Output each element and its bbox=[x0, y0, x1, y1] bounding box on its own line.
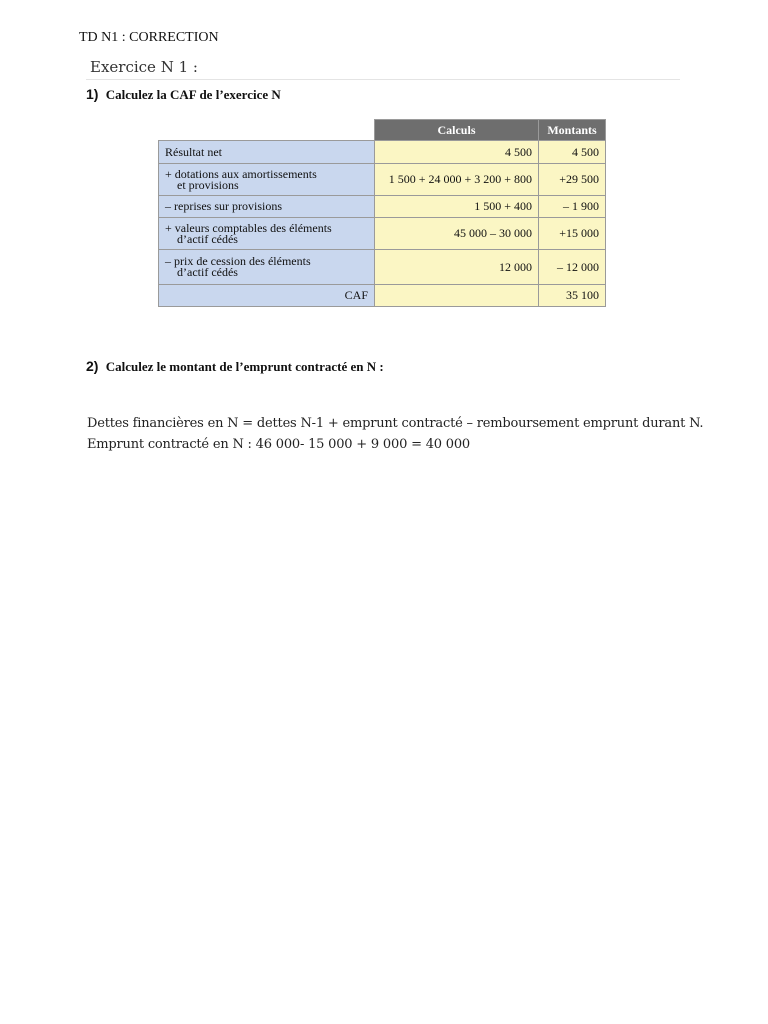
question-1-number: 1) bbox=[86, 86, 99, 102]
row-calcul: 12 000 bbox=[375, 250, 539, 285]
row-label bbox=[159, 141, 375, 164]
row-calcul: 45 000 – 30 000 bbox=[375, 218, 539, 250]
table-row bbox=[159, 196, 606, 218]
answer-2-line-1: Dettes financières en N = dettes N-1 + emprunt contracté – remboursement emprunt durant N. bbox=[87, 416, 704, 431]
row-label-line1: – reprises sur provisions bbox=[165, 199, 282, 213]
row-label bbox=[159, 218, 375, 250]
table-row bbox=[159, 250, 606, 285]
row-montant: – 1 900 bbox=[539, 196, 606, 218]
caf-table bbox=[158, 119, 606, 307]
row-label-line2: et provisions bbox=[177, 177, 239, 192]
question-2 bbox=[86, 358, 384, 375]
table-header-row bbox=[159, 120, 606, 141]
question-1 bbox=[86, 86, 281, 103]
table-row bbox=[159, 164, 606, 196]
answer-2-line-2: Emprunt contracté en N : 46 000- 15 000 + 9 000 = 40 000 bbox=[87, 437, 470, 452]
question-2-number: 2) bbox=[86, 358, 99, 374]
total-label: CAF bbox=[159, 285, 375, 307]
row-montant: +15 000 bbox=[539, 218, 606, 250]
row-label-line1: Résultat net bbox=[165, 144, 222, 159]
row-label-line1: + dotations aux amortissements bbox=[165, 166, 317, 181]
table-total-row bbox=[159, 285, 606, 307]
total-calcul bbox=[375, 285, 539, 307]
table-header-calculs: Calculs bbox=[375, 120, 539, 141]
row-montant: – 12 000 bbox=[539, 250, 606, 285]
row-label-line1: – prix de cession des éléments bbox=[165, 254, 311, 268]
table-row bbox=[159, 218, 606, 250]
row-label bbox=[159, 250, 375, 285]
document-title: TD N1 : CORRECTION bbox=[79, 30, 219, 45]
row-montant: +29 500 bbox=[539, 164, 606, 196]
total-montant: 35 100 bbox=[539, 285, 606, 307]
row-montant: 4 500 bbox=[539, 141, 606, 164]
row-label bbox=[159, 164, 375, 196]
row-label-line1: + valeurs comptables des éléments bbox=[165, 220, 332, 235]
row-calcul: 4 500 bbox=[375, 141, 539, 164]
row-label-line2: d’actif cédés bbox=[177, 231, 238, 246]
question-1-text: Calculez la CAF de l’exercice N bbox=[105, 87, 281, 102]
row-label bbox=[159, 196, 375, 218]
table-row bbox=[159, 141, 606, 164]
table-header-blank bbox=[159, 120, 375, 141]
row-calcul: 1 500 + 24 000 + 3 200 + 800 bbox=[375, 164, 539, 196]
row-calcul: 1 500 + 400 bbox=[375, 196, 539, 218]
table-header-montants: Montants bbox=[539, 120, 606, 141]
row-label-line2: d’actif cédés bbox=[177, 265, 238, 279]
question-2-text: Calculez le montant de l’emprunt contracté en N : bbox=[105, 359, 384, 374]
exercise-heading: Exercice N 1 : bbox=[90, 58, 198, 76]
heading-divider bbox=[86, 79, 680, 80]
